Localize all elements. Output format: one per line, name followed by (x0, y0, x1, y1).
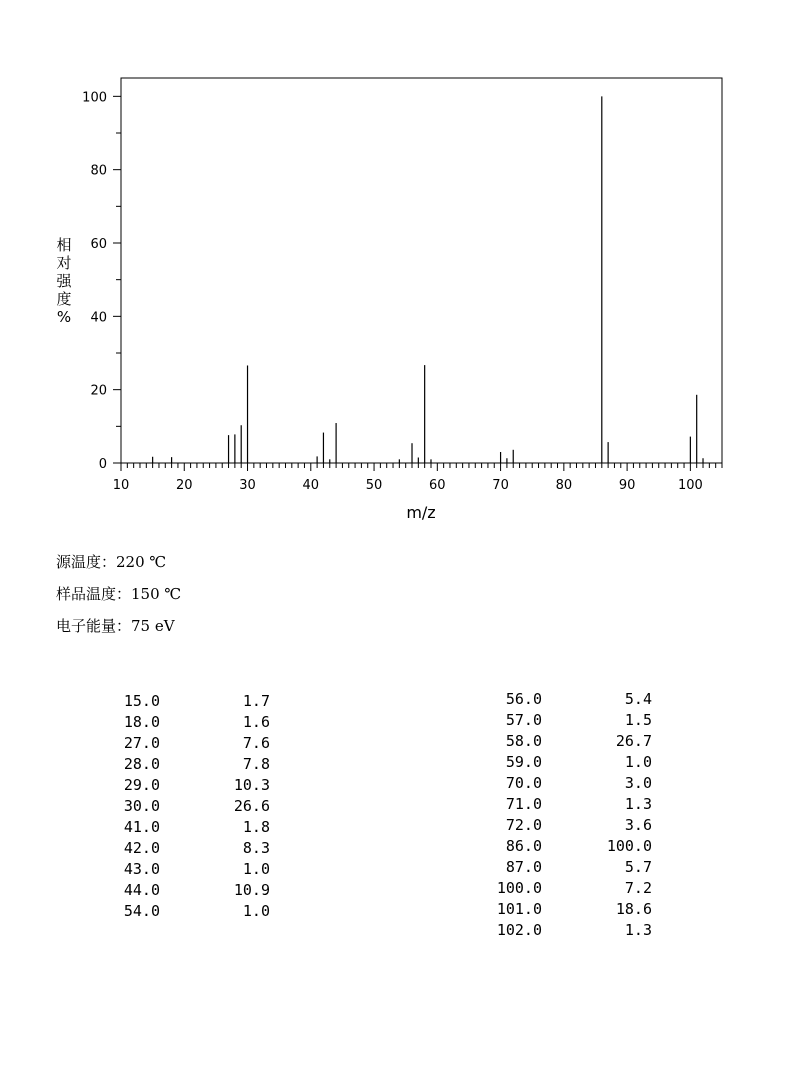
mz-value: 29.0 (123, 776, 160, 794)
mz-value: 87.0 (505, 858, 542, 876)
y-tick-label: 20 (90, 383, 107, 399)
abundance-value: 10.3 (233, 776, 270, 794)
abundance-value: 1.0 (242, 860, 270, 878)
abundance-value: 1.5 (624, 711, 652, 729)
x-tick-label: 90 (618, 478, 636, 493)
abundance-value: 26.7 (615, 732, 652, 750)
table-row (60, 838, 280, 859)
abundance-value: 7.6 (242, 734, 270, 752)
y-tick-label: 100 (82, 90, 107, 106)
table-row (60, 796, 280, 817)
x-axis-label: m/z (406, 503, 436, 522)
y-tick-label: 80 (90, 163, 107, 179)
source-temperature: 源温度：220 ℃ (56, 553, 167, 571)
x-axis (113, 463, 722, 493)
table-row (440, 731, 660, 752)
mz-value: 101.0 (496, 900, 542, 918)
x-tick-label: 100 (677, 478, 703, 493)
abundance-value: 5.7 (624, 858, 652, 876)
x-tick-label: 70 (492, 478, 509, 493)
x-tick-label: 30 (239, 478, 256, 493)
mz-value: 71.0 (505, 795, 542, 813)
mz-value: 54.0 (123, 902, 160, 920)
table-row (440, 815, 660, 836)
table-row (440, 710, 660, 731)
table-row (440, 920, 660, 941)
table-row (60, 712, 280, 733)
table-row (440, 878, 660, 899)
abundance-value: 8.3 (242, 839, 270, 857)
abundance-value: 10.9 (233, 881, 270, 899)
abundance-value: 1.0 (242, 902, 270, 920)
mz-value: 70.0 (505, 774, 542, 792)
electron-energy: 电子能量：75 eV (56, 617, 175, 635)
y-axis (82, 90, 121, 472)
abundance-value: 1.0 (624, 753, 652, 771)
abundance-value: 7.2 (624, 879, 652, 897)
peak-table-right (440, 689, 660, 941)
abundance-value: 5.4 (624, 690, 652, 708)
table-row (60, 733, 280, 754)
x-tick-label: 20 (175, 478, 193, 493)
abundance-value: 1.8 (242, 818, 270, 836)
y-axis-label-char: 强 (56, 272, 72, 290)
table-row (440, 857, 660, 878)
abundance-value: 18.6 (615, 900, 652, 918)
mz-value: 102.0 (496, 921, 542, 939)
table-row (440, 752, 660, 773)
y-tick-label: 0 (98, 457, 107, 472)
table-row (60, 859, 280, 880)
table-row (440, 836, 660, 857)
mz-value: 57.0 (505, 711, 542, 729)
mz-value: 44.0 (123, 881, 160, 899)
abundance-value: 1.3 (624, 795, 652, 813)
mz-value: 43.0 (123, 860, 160, 878)
peak-table-left (60, 691, 280, 922)
table-row (440, 794, 660, 815)
x-tick-label: 50 (365, 478, 383, 493)
x-tick-label: 80 (555, 478, 573, 493)
x-tick-label: 60 (429, 478, 446, 493)
y-axis-label-char: 对 (56, 254, 72, 272)
mz-value: 86.0 (505, 837, 542, 855)
sample-temperature: 样品温度：150 ℃ (56, 585, 182, 603)
mz-value: 42.0 (123, 839, 160, 857)
abundance-value: 1.3 (624, 921, 652, 939)
abundance-value: 1.6 (242, 713, 270, 731)
mz-value: 41.0 (123, 818, 160, 836)
table-row (440, 773, 660, 794)
mz-value: 30.0 (123, 797, 160, 815)
table-row (60, 880, 280, 901)
mz-value: 72.0 (505, 816, 542, 834)
x-tick-label: 10 (112, 478, 130, 493)
y-axis-label-char: 相 (56, 236, 72, 254)
mz-value: 58.0 (505, 732, 542, 750)
abundance-value: 3.6 (624, 816, 652, 834)
table-row (60, 901, 280, 922)
y-axis-label (56, 236, 72, 326)
mz-value: 28.0 (123, 755, 160, 773)
plot-frame (121, 78, 722, 463)
mz-value: 56.0 (505, 690, 542, 708)
table-row (440, 689, 660, 710)
table-row (60, 775, 280, 796)
y-axis-label-char: % (56, 308, 72, 326)
mz-value: 18.0 (123, 713, 160, 731)
y-tick-label: 40 (90, 310, 107, 326)
abundance-value: 3.0 (624, 774, 652, 792)
mz-value: 27.0 (123, 734, 160, 752)
y-axis-label-char: 度 (56, 290, 72, 308)
table-row (440, 899, 660, 920)
x-tick-label: 40 (302, 478, 320, 493)
abundance-value: 26.6 (233, 797, 270, 815)
mz-value: 15.0 (123, 692, 160, 710)
y-tick-label: 60 (90, 237, 107, 252)
mz-value: 100.0 (496, 879, 542, 897)
peaks-group (153, 96, 703, 463)
table-row (60, 817, 280, 838)
table-row (60, 754, 280, 775)
abundance-value: 100.0 (606, 837, 652, 855)
table-row (60, 691, 280, 712)
abundance-value: 1.7 (242, 692, 270, 710)
mz-value: 59.0 (505, 753, 542, 771)
abundance-value: 7.8 (242, 755, 270, 773)
